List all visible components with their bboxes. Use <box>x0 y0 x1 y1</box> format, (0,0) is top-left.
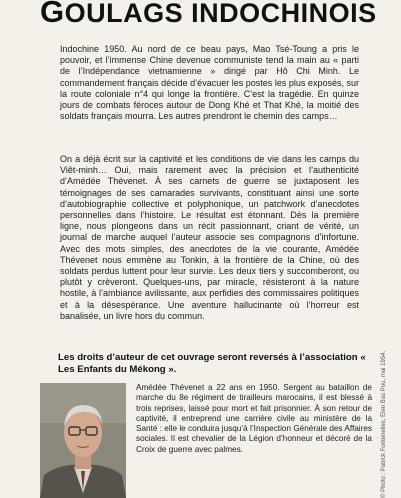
author-photo <box>40 383 126 498</box>
author-bio: Amédée Thévenet a 22 ans en 1950. Sergent au bataillon de marche du 8e régiment de tirailleurs marocains, il est blessé à trois reprises, laissé pour mort et fait prisonnier. À son retour de captivité, il entreprend une carrière civile au ministère de la Santé : elle le conduira jusqu’à l’Inspection Générale des Affaires sociales. Il est chevalier de la Légion d’honneur et décoré de la Croix de guerre avec palmes. <box>136 383 372 454</box>
photo-credit: © Photo : Patrick Fontenelles, Elen Bas Pou, mai 1954. <box>381 350 387 498</box>
author-portrait-icon <box>40 383 126 498</box>
title-first-letter: G <box>40 0 65 29</box>
title-rest: OULAGS INDOCHINOIS <box>64 0 377 28</box>
book-title <box>40 0 377 30</box>
body-paragraph: On a déjà écrit sur la captivité et les conditions de vie dans les camps du Viêt-minh… Oui, mais rarement avec la précision et l’authenticité d’Amédée Thévenet. À ses carnets de guerre se juxtaposent les témoignages de ses camarades survivants, constituant ainsi une sorte d’autobiographie collective et polyphonique, un patchwork d’anecdotes personnelles dans l’histoire. Le résultat est étonnant. Dès la première ligne, nous plongeons dans un récit passionnant, criant de vérité, un journal de marche auquel l’auteur associe ses compagnons d’infortune. Avec des mots simples, des anecdotes de la vie courante, Amédée Thévenet nous emmène au Tonkin, à la frontière de la Chine, où des soldats perdus luttent pour leur survie. Les deux tiers y succomberont, ou plutôt y crèveront. Quelques-uns, par miracle, résisteront à la nature hostile, à l’ambiance avilissante, aux perfidies des commissaires politiques et à la désespérance. Une aventure hallucinante où l’horreur est banalisée, un livre hors du commun. <box>60 154 359 321</box>
intro-paragraph: Indochine 1950. Au nord de ce beau pays, Mao Tsé-Toung a pris le pouvoir, et l’immense Chine devenue communiste tend la main au « parti de l’Indépendance vietnamienne » dirigé par Hô Chi Minh. Le commandement français décide d’évacuer les postes les plus exposés, sur la route coloniale n°4 qui longe la frontière. C’est la tragédie. En quinze jours de combats féroces autour de Dong Khé et That Khé, la moitié des soldats français mourra. Les autres prendront le chemin des camps… <box>60 44 359 122</box>
rights-notice: Les droits d’auteur de cet ouvrage seront reversés à l’association « Les Enfants du Mékong ». <box>58 352 366 375</box>
